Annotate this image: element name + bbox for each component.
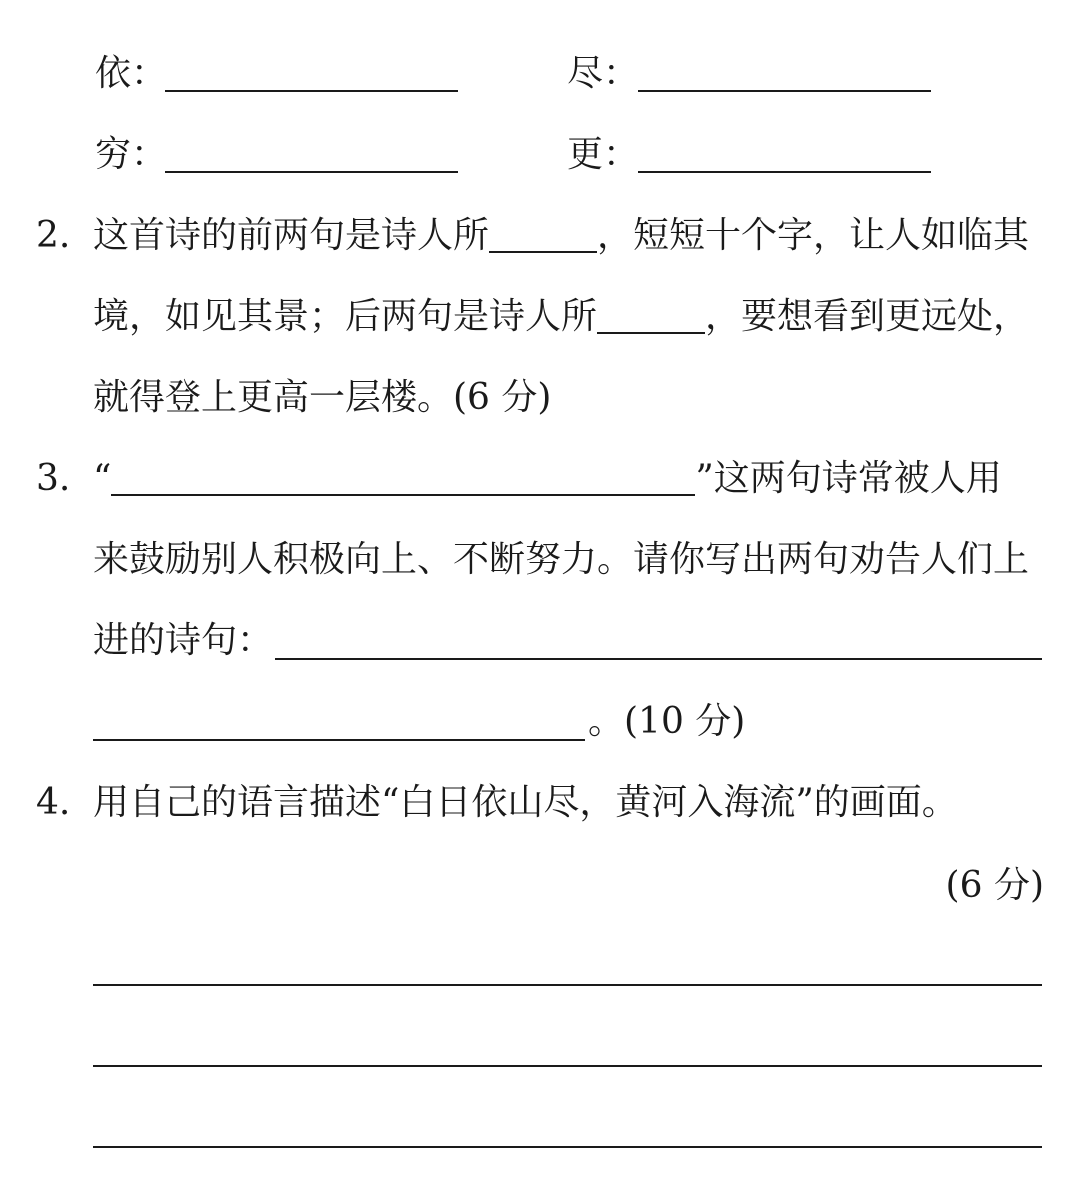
q2-line2-text-a: 境，如见其景；后两句是诗人所 xyxy=(93,296,598,337)
question-2-line-3: 就得登上更高一层楼。(6 分) xyxy=(93,377,552,418)
question-3-line-2: 来鼓励别人积极向上、不断努力。请你写出两句劝告人们上 xyxy=(93,539,1030,580)
answer-line-q3-verse-2[interactable] xyxy=(93,739,585,741)
q3-line1-text: ”这两句诗常被人用 xyxy=(695,458,1002,499)
question-2-line-2 xyxy=(93,296,1030,337)
question-3-line-3-label: 进的诗句： xyxy=(93,620,274,661)
answer-line-q4-2[interactable] xyxy=(93,1065,1042,1067)
q3-score: 。(10 分) xyxy=(588,701,746,742)
answer-blank-q2-1[interactable] xyxy=(489,221,597,253)
question-number-2: 2. xyxy=(36,215,71,256)
question-4-line-1: 用自己的语言描述“白日依山尽，黄河入海流”的画面。 xyxy=(93,782,958,823)
answer-line-q4-1[interactable] xyxy=(93,984,1042,986)
question-number-3: 3. xyxy=(36,458,71,499)
q3-open-quote: “ xyxy=(93,458,112,499)
answer-blank-q3-quote[interactable] xyxy=(111,464,695,496)
q2-line1-text-b: ，短短十个字，让人如临其 xyxy=(597,215,1030,256)
field-label-qiong: 穷： xyxy=(95,134,168,175)
field-label-geng: 更： xyxy=(567,134,640,175)
question-2-line-1 xyxy=(93,215,1030,256)
field-label-yi: 依： xyxy=(95,53,168,94)
q2-line2-text-b: ，要想看到更远处， xyxy=(705,296,1030,337)
answer-line-jin[interactable] xyxy=(638,90,931,92)
q4-score: (6 分) xyxy=(945,865,1044,906)
question-3-line-1 xyxy=(93,458,1002,499)
answer-line-yi[interactable] xyxy=(165,90,458,92)
answer-blank-q2-2[interactable] xyxy=(597,302,705,334)
field-label-jin: 尽： xyxy=(567,53,640,94)
q2-line1-text-a: 这首诗的前两句是诗人所 xyxy=(93,215,490,256)
answer-line-q3-verse-1[interactable] xyxy=(275,658,1042,660)
answer-line-geng[interactable] xyxy=(638,171,931,173)
answer-line-qiong[interactable] xyxy=(165,171,458,173)
question-number-4: 4. xyxy=(36,782,71,823)
answer-line-q4-3[interactable] xyxy=(93,1146,1042,1148)
